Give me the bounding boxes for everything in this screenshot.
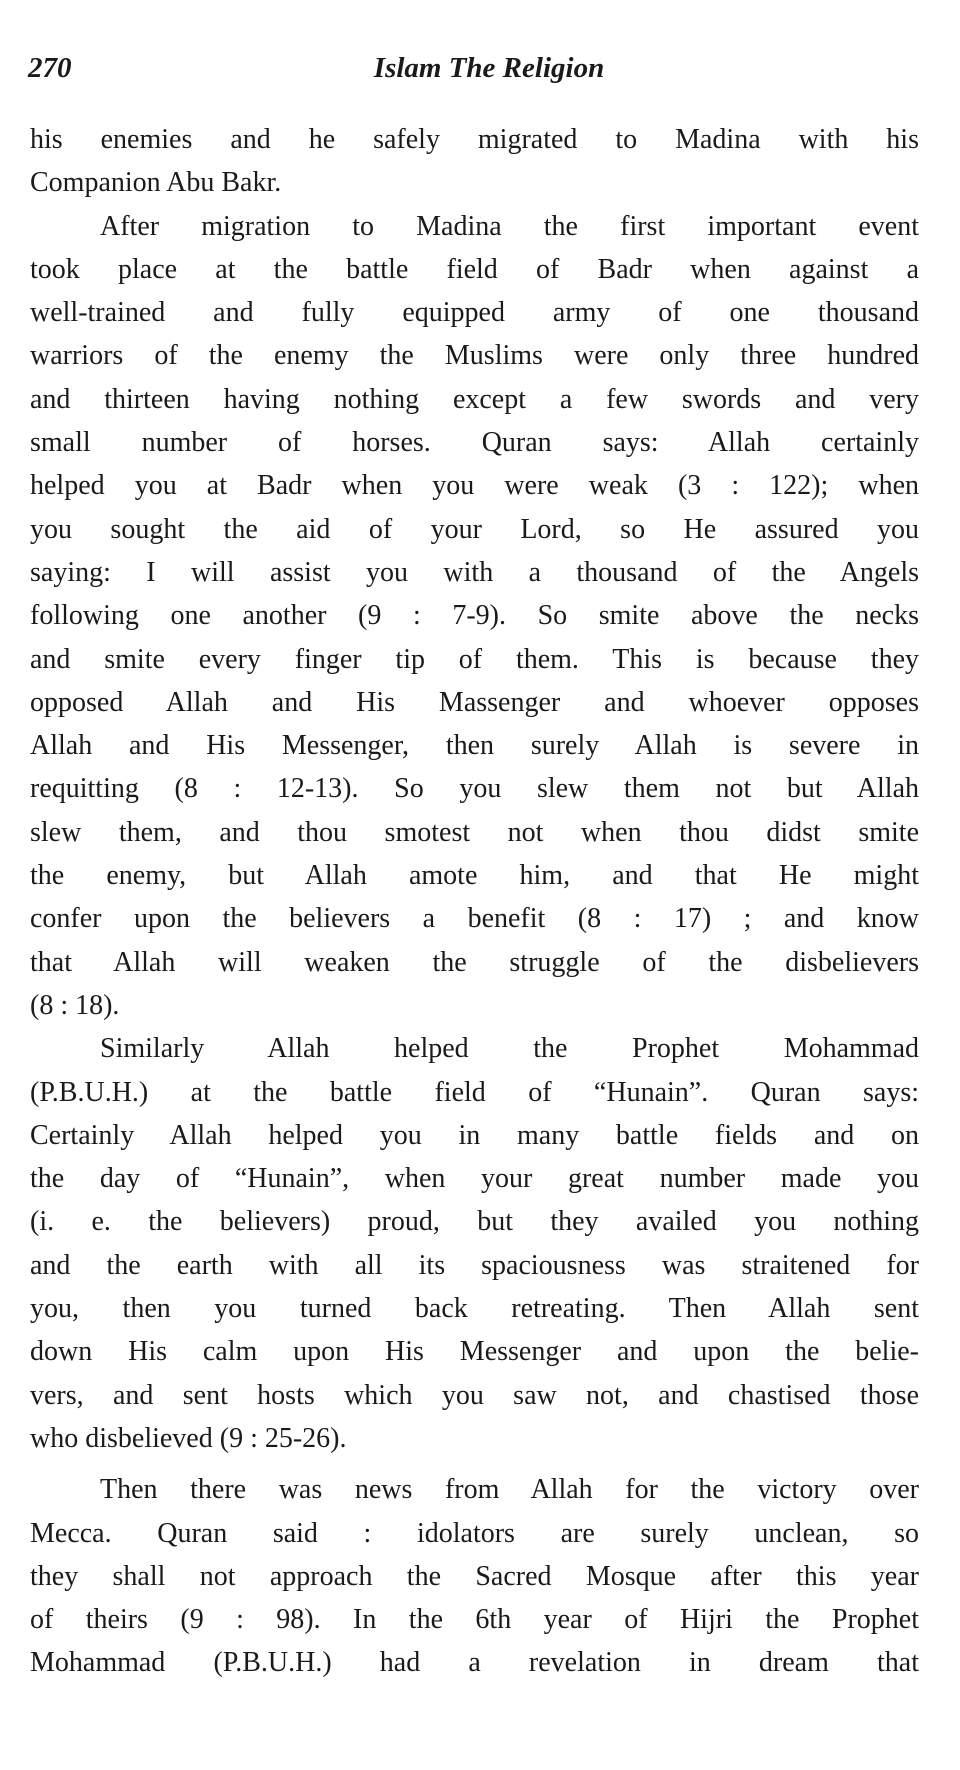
text-line: helped you at Badr when you were weak (3 : 122); when xyxy=(30,470,919,502)
text-line: After migration to Madina the first important event xyxy=(100,210,919,242)
text-line: of theirs (9 : 98). In the 6th year of Hijri the Prophet xyxy=(30,1604,919,1636)
text-line: (P.B.U.H.) at the battle field of “Hunain”. Quran says: xyxy=(30,1076,919,1108)
text-line: confer upon the believers a benefit (8 : 17) ; and know xyxy=(30,903,919,935)
paragraph xyxy=(30,1027,919,1460)
page-number: 270 xyxy=(28,52,72,84)
body-text xyxy=(30,118,919,1685)
text-line: who disbelieved (9 : 25-26). xyxy=(30,1422,347,1454)
text-line: they shall not approach the Sacred Mosque after this year xyxy=(30,1560,919,1592)
text-line: Similarly Allah helped the Prophet Mohammad xyxy=(100,1033,919,1065)
book-title: Islam The Religion xyxy=(373,52,605,84)
text-line: you, then you turned back retreating. Then Allah sent xyxy=(30,1293,919,1325)
text-line: his enemies and he safely migrated to Madina with his xyxy=(30,124,919,155)
text-line: down His calm upon His Messenger and upon the belie- xyxy=(30,1336,919,1368)
text-line: and smite every finger tip of them. This is because they xyxy=(30,643,919,675)
text-line: saying: I will assist you with a thousand of the Angels xyxy=(30,556,919,588)
text-line: Companion Abu Bakr. xyxy=(30,167,282,199)
paragraph-gap xyxy=(30,1460,919,1468)
paragraph xyxy=(30,1468,919,1684)
text-line: opposed Allah and His Massenger and whoever opposes xyxy=(30,686,919,718)
running-head xyxy=(28,52,920,92)
paragraph xyxy=(30,118,919,205)
text-line: Mecca. Quran said : idolators are surely unclean, so xyxy=(30,1517,919,1549)
text-line: and thirteen having nothing except a few swords and very xyxy=(30,383,919,415)
text-line: Mohammad (P.B.U.H.) had a revelation in dream that xyxy=(30,1647,919,1679)
text-line: small number of horses. Quran says: Allah certainly xyxy=(30,427,919,459)
text-line: vers, and sent hosts which you saw not, and chastised those xyxy=(30,1379,919,1411)
text-line: requitting (8 : 12-13). So you slew them not but Allah xyxy=(30,773,919,805)
text-line: you sought the aid of your Lord, so He assured you xyxy=(30,513,919,545)
text-line: Allah and His Messenger, then surely Allah is severe in xyxy=(30,730,919,762)
paragraph xyxy=(30,205,919,1028)
text-line: Then there was news from Allah for the victory over xyxy=(100,1474,919,1506)
text-line: slew them, and thou smotest not when thou didst smite xyxy=(30,816,919,848)
text-line: following one another (9 : 7-9). So smite above the necks xyxy=(30,600,919,632)
text-line: warriors of the enemy the Muslims were only three hundred xyxy=(30,340,919,372)
text-line: and the earth with all its spaciousness was straitened for xyxy=(30,1249,919,1281)
text-line: Certainly Allah helped you in many battle fields and on xyxy=(30,1119,919,1151)
text-line: the enemy, but Allah amote him, and that He might xyxy=(30,860,919,892)
text-line: took place at the battle field of Badr when against a xyxy=(30,253,919,285)
text-line: the day of “Hunain”, when your great number made you xyxy=(30,1163,919,1195)
text-line: (i. e. the believers) proud, but they availed you nothing xyxy=(30,1206,919,1238)
text-line: well-trained and fully equipped army of one thousand xyxy=(30,297,919,329)
text-line: (8 : 18). xyxy=(30,989,120,1021)
text-line: that Allah will weaken the struggle of the disbelievers xyxy=(30,946,919,978)
